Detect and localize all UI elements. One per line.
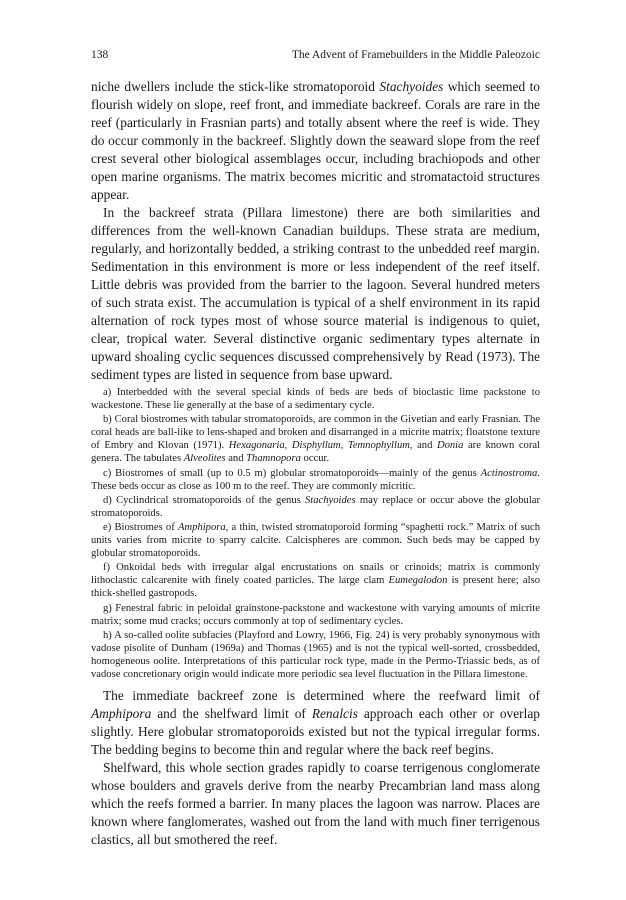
- list-item-d: d) Cyclindrical stromatoporoids of the genus Stachyoides may replace or occur above the globular stromatoporoids.: [91, 494, 540, 519]
- running-title: The Advent of Framebuilders in the Middle Paleozoic: [291, 49, 540, 61]
- running-header: [91, 49, 540, 65]
- list-item-e: e) Biostromes of Amphipora, a thin, twisted stromatoporoid forming “spaghetti rock.” Matrix of such units varies from micrite to sparry calcite. Calcispheres are common. Such beds may be capped by globular stromatoporoids.: [91, 521, 540, 560]
- paragraph-niche-dwellers: niche dwellers include the stick-like stromatoporoid Stachyoides which seemed to flourish widely on slope, reef front, and immediate backreef. Corals are rare in the reef (particularly in Frasnian parts) and totally absent where the reef is wide. They do occur commonly in the backreef. Slightly down the seaward slope from the reef crest several other biological assemblages occur, including brachiopods and other open marine organisms. The matrix becomes micritic and stromatactoid structures appear.: [91, 79, 540, 202]
- list-item-f: f) Onkoidal beds with irregular algal encrustations on snails or crinoids; matrix is commonly lithoclastic calcarenite with finely coated particles. The large clam Eumegalodon is present here; also thick-shelled gastropods.: [91, 562, 540, 600]
- list-item-g: g) Fenestral fabric in peloidal grainstone-packstone and wackestone with varying amounts of micrite matrix; some mud cracks; occurs commonly at top of sedimentary cycles.: [91, 602, 540, 627]
- page-number: 138: [91, 49, 109, 61]
- paragraph-shelfward: Shelfward, this whole section grades rapidly to coarse terrigenous conglomerate whose boulders and gravels derive from the nearby Precambrian land mass along which the reefs formed a barrier. In many places the lagoon was narrow. Places are known where fanglomerates, washed out from the land with much finer terrigenous clastics, all but smothered the reef.: [91, 760, 540, 848]
- list-item-h: h) A so-called oolite subfacies (Playford and Lowry, 1966, Fig. 24) is very probably synonymous with vadose pisolite of Dunham (1969a) and Thomas (1965) and is not the typical well-sorted, crossbedded, homogeneous oolite. Interpretations of this particular rock type, made in the Permo-Triassic beds, as of vadose concretionary origin would indicate more periodic sea level fluctuation in the Pillara limestone.: [91, 629, 540, 680]
- list-item-a: a) Interbedded with the several special kinds of beds are beds of bioclastic lime packstone to wackestone. These lie generally at the base of a sedimentary cycle.: [91, 387, 540, 412]
- paragraph-immediate-backreef: The immediate backreef zone is determined where the reefward limit of Amphipora and the shelfward limit of Renalcis approach each other or overlap slightly. Here globular stromatoporoids existed but not the typical irregular forms. The bedding begins to become thin and regular where the back reef begins.: [91, 688, 541, 758]
- list-item-b: b) Coral biostromes with tabular stromatoporoids, are common in the Givetian and early Frasnian. The coral heads are ball-like to lens-shaped and broken and disarranged in a micrite matrix; floatstone texture of Embry and Klovan (1971). Hexagonaria, Disphyllum, Temnophyllum, and Donia are known coral genera. The tabulates Alveolites and Thamnopora occur.: [91, 414, 540, 465]
- sediment-type-list: [91, 386, 540, 681]
- paragraph-backreef-strata: In the backreef strata (Pillara limestone) there are both similarities and differences from the well-known Canadian buildups. These strata are medium, regularly, and horizontally bedded, a striking contrast to the unbedded reef margin. Sedimentation in this environment is more or less independent of the reef itself. Little debris was provided from the barrier to the lagoon. Several hundred meters of such strata exist. The accumulation is typical of a shelf environment in its rapid alternation of rock types most of whose source material is indigenous to quiet, clear, tropical water. Several distinctive organic sedimentary types alternate in upward shoaling cyclic sequences discussed comprehensively by Read (1973). The sediment types are listed in sequence from base upward.: [91, 205, 540, 382]
- list-item-c: c) Biostromes of small (up to 0.5 m) globular stromatoporoids—mainly of the genus Actinostroma. These beds occur as close as 100 m to the reef. They are commonly micritic.: [91, 467, 540, 492]
- body-text: [91, 78, 540, 849]
- taxon-name: Stachyoides: [379, 79, 444, 94]
